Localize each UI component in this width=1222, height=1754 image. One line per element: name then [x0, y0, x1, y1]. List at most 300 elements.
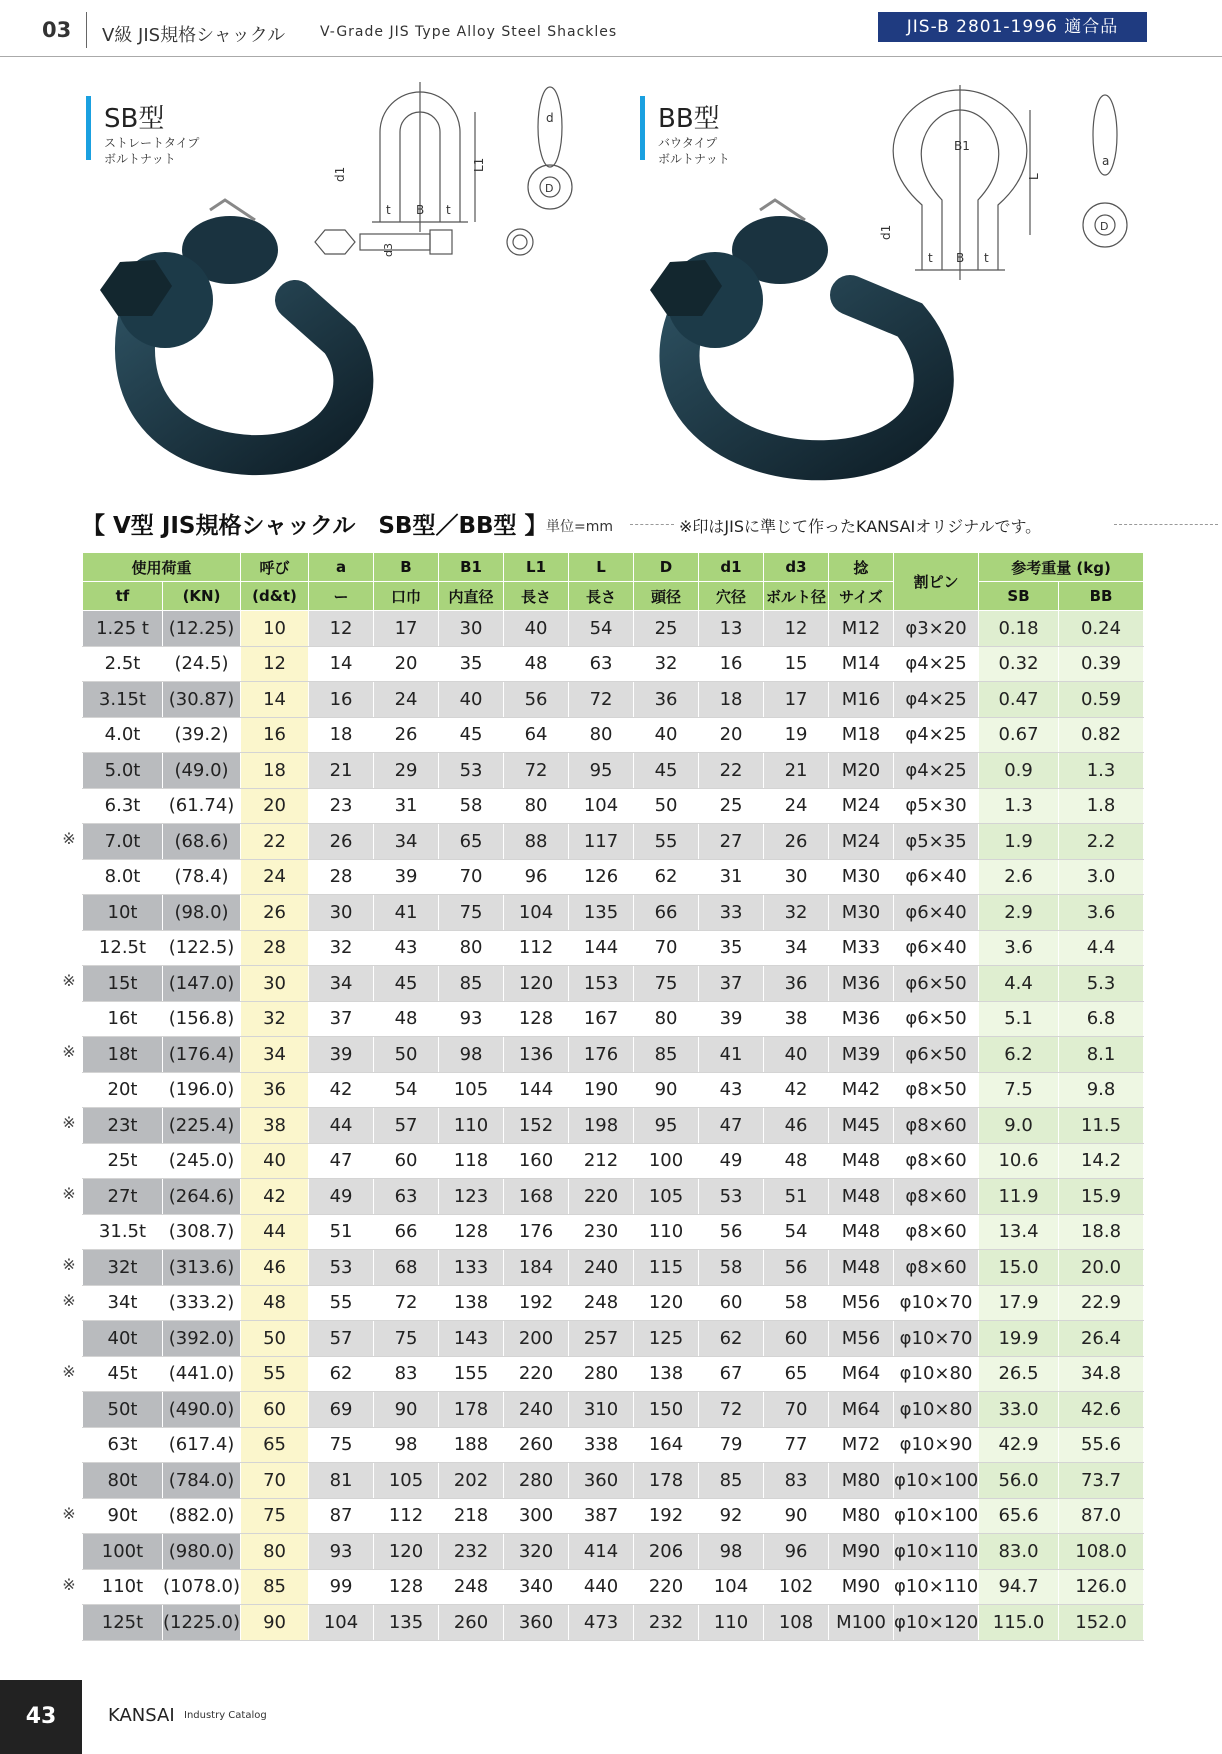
cell-l1: 260	[504, 1427, 569, 1463]
header-L1: L1	[504, 553, 569, 582]
cell-b: 39	[374, 859, 439, 895]
cell-d3: 70	[764, 1392, 829, 1428]
cell-pin: φ4×25	[894, 717, 979, 753]
table-row	[83, 1037, 1144, 1073]
product-name: BB型	[658, 104, 720, 134]
header-d3-sub: ボルト径	[764, 582, 829, 611]
section-number: 03	[42, 18, 72, 42]
header-thread: 捻	[829, 553, 894, 582]
cell-l1: 104	[504, 895, 569, 931]
cell-b: 128	[374, 1569, 439, 1605]
cell-tf: 8.0t	[83, 859, 163, 895]
cell-kn: (617.4)	[163, 1427, 241, 1463]
cell-kn: (12.25)	[163, 611, 241, 647]
cell-b: 45	[374, 966, 439, 1002]
cell-kn: (245.0)	[163, 1143, 241, 1179]
cell-d3: 21	[764, 753, 829, 789]
cell-tf: 25t	[83, 1143, 163, 1179]
cell-tf: 110t	[83, 1569, 163, 1605]
cell-d: 220	[634, 1569, 699, 1605]
brand-name: KANSAI	[108, 1705, 175, 1726]
cell-pin: φ10×70	[894, 1321, 979, 1357]
cell-pin: φ10×100	[894, 1463, 979, 1499]
header-D-sub: 頭径	[634, 582, 699, 611]
original-mark: ※	[62, 1361, 76, 1381]
cell-l1: 72	[504, 753, 569, 789]
table-row	[83, 646, 1144, 682]
cell-a: 99	[309, 1569, 374, 1605]
cell-pin: φ8×60	[894, 1250, 979, 1286]
cell-d: 25	[634, 611, 699, 647]
cell-bb: 4.4	[1059, 930, 1144, 966]
cell-kn: (98.0)	[163, 895, 241, 931]
cell-tf: 100t	[83, 1534, 163, 1570]
cell-l1: 240	[504, 1392, 569, 1428]
cell-yobi: 36	[241, 1072, 309, 1108]
cell-a: 12	[309, 611, 374, 647]
cell-bb: 22.9	[1059, 1285, 1144, 1321]
cell-l: 190	[569, 1072, 634, 1108]
cell-thread: M80	[829, 1498, 894, 1534]
cell-bb: 8.1	[1059, 1037, 1144, 1073]
table-row	[83, 1179, 1144, 1215]
cell-bb: 9.8	[1059, 1072, 1144, 1108]
cell-l: 240	[569, 1250, 634, 1286]
cell-thread: M80	[829, 1463, 894, 1499]
cell-l: 338	[569, 1427, 634, 1463]
dash-rule	[1114, 524, 1218, 525]
cell-d: 85	[634, 1037, 699, 1073]
cell-yobi: 46	[241, 1250, 309, 1286]
cell-l: 360	[569, 1463, 634, 1499]
cell-yobi: 26	[241, 895, 309, 931]
table-row	[83, 753, 1144, 789]
cell-d1: 22	[699, 753, 764, 789]
cell-tf: 5.0t	[83, 753, 163, 789]
table-row	[83, 1321, 1144, 1357]
cell-yobi: 60	[241, 1392, 309, 1428]
cell-yobi: 50	[241, 1321, 309, 1357]
cell-pin: φ6×50	[894, 966, 979, 1002]
cell-yobi: 34	[241, 1037, 309, 1073]
cell-d1: 72	[699, 1392, 764, 1428]
cell-yobi: 48	[241, 1285, 309, 1321]
cell-l: 176	[569, 1037, 634, 1073]
cell-thread: M36	[829, 966, 894, 1002]
cell-d: 45	[634, 753, 699, 789]
cell-thread: M30	[829, 895, 894, 931]
table-row	[83, 717, 1144, 753]
cell-tf: 27t	[83, 1179, 163, 1215]
header-thread-sub: サイズ	[829, 582, 894, 611]
cell-kn: (882.0)	[163, 1498, 241, 1534]
cell-tf: 50t	[83, 1392, 163, 1428]
cell-b1: 123	[439, 1179, 504, 1215]
cell-l1: 220	[504, 1356, 569, 1392]
header-d1-sub: 穴径	[699, 582, 764, 611]
original-mark: ※	[62, 1290, 76, 1310]
cell-d: 138	[634, 1356, 699, 1392]
cell-d: 80	[634, 1001, 699, 1037]
cell-b1: 80	[439, 930, 504, 966]
cell-kn: (176.4)	[163, 1037, 241, 1073]
table-row	[83, 611, 1144, 647]
bb-dimension-drawing	[880, 90, 1150, 290]
cell-sb: 5.1	[979, 1001, 1059, 1037]
cell-bb: 6.8	[1059, 1001, 1144, 1037]
cell-bb: 14.2	[1059, 1143, 1144, 1179]
cell-d3: 108	[764, 1605, 829, 1641]
cell-b: 120	[374, 1534, 439, 1570]
cell-d3: 51	[764, 1179, 829, 1215]
cell-d3: 42	[764, 1072, 829, 1108]
cell-d1: 62	[699, 1321, 764, 1357]
unit-label: 単位=mm	[546, 519, 614, 535]
product-type: ストレートタイプ	[104, 136, 200, 150]
cell-b1: 30	[439, 611, 504, 647]
cell-yobi: 24	[241, 859, 309, 895]
product-name: SB型	[104, 104, 165, 134]
cell-thread: M16	[829, 682, 894, 718]
cell-b: 41	[374, 895, 439, 931]
cell-b: 57	[374, 1108, 439, 1144]
cell-bb: 18.8	[1059, 1214, 1144, 1250]
cell-d1: 33	[699, 895, 764, 931]
header-bb: BB	[1059, 582, 1144, 611]
table-row	[83, 1001, 1144, 1037]
cell-sb: 7.5	[979, 1072, 1059, 1108]
table-row	[83, 930, 1144, 966]
original-mark: ※	[62, 1113, 76, 1132]
cell-d: 192	[634, 1498, 699, 1534]
cell-d3: 12	[764, 611, 829, 647]
cell-d: 90	[634, 1072, 699, 1108]
cell-bb: 26.4	[1059, 1321, 1144, 1357]
cell-yobi: 12	[241, 646, 309, 682]
cell-d: 95	[634, 1108, 699, 1144]
cell-sb: 13.4	[979, 1214, 1059, 1250]
header-divider	[86, 12, 87, 48]
cell-d3: 19	[764, 717, 829, 753]
cell-b1: 248	[439, 1569, 504, 1605]
cell-sb: 4.4	[979, 966, 1059, 1002]
cell-a: 53	[309, 1250, 374, 1286]
cell-a: 44	[309, 1108, 374, 1144]
table-row	[83, 682, 1144, 718]
cell-kn: (441.0)	[163, 1356, 241, 1392]
cell-sb: 6.2	[979, 1037, 1059, 1073]
header-B1: B1	[439, 553, 504, 582]
cell-l: 440	[569, 1569, 634, 1605]
cell-bb: 15.9	[1059, 1179, 1144, 1215]
cell-kn: (24.5)	[163, 646, 241, 682]
cell-yobi: 70	[241, 1463, 309, 1499]
header-B-sub: 口巾	[374, 582, 439, 611]
dim-a: a	[1102, 154, 1110, 168]
original-mark: ※	[62, 1042, 76, 1061]
cell-l1: 168	[504, 1179, 569, 1215]
cell-kn: (1078.0)	[163, 1569, 241, 1605]
cell-tf: 40t	[83, 1321, 163, 1357]
cell-l1: 136	[504, 1037, 569, 1073]
cell-l: 212	[569, 1143, 634, 1179]
cell-b1: 178	[439, 1392, 504, 1428]
cell-thread: M24	[829, 824, 894, 860]
dim-t-right: t	[446, 203, 451, 217]
cell-b: 34	[374, 824, 439, 860]
cell-b: 24	[374, 682, 439, 718]
dim-d3: d3	[382, 243, 395, 257]
dim-t-left: t	[386, 203, 391, 217]
cell-yobi: 14	[241, 682, 309, 718]
cell-yobi: 30	[241, 966, 309, 1002]
cell-a: 30	[309, 895, 374, 931]
header-L1-sub: 長さ	[504, 582, 569, 611]
cell-d: 164	[634, 1427, 699, 1463]
cell-pin: φ5×30	[894, 788, 979, 824]
cell-a: 93	[309, 1534, 374, 1570]
cell-b: 75	[374, 1321, 439, 1357]
cell-bb: 34.8	[1059, 1356, 1144, 1392]
cell-yobi: 55	[241, 1356, 309, 1392]
table-row	[83, 1072, 1144, 1108]
table-row	[83, 966, 1144, 1002]
table-row	[83, 1250, 1144, 1286]
table-row	[83, 895, 1144, 931]
cell-d1: 41	[699, 1037, 764, 1073]
cell-pin: φ6×50	[894, 1037, 979, 1073]
cell-bb: 126.0	[1059, 1569, 1144, 1605]
cell-d1: 58	[699, 1250, 764, 1286]
cell-bb: 3.6	[1059, 895, 1144, 931]
brand-subtitle: Industry Catalog	[184, 1710, 267, 1721]
cell-thread: M24	[829, 788, 894, 824]
cell-a: 87	[309, 1498, 374, 1534]
dim-d: d	[546, 111, 554, 125]
cell-d: 206	[634, 1534, 699, 1570]
dim-t-left: t	[928, 251, 933, 265]
cell-a: 28	[309, 859, 374, 895]
cell-d: 115	[634, 1250, 699, 1286]
product-type: バウタイプ	[658, 136, 718, 150]
cell-l1: 340	[504, 1569, 569, 1605]
cell-pin: φ6×40	[894, 930, 979, 966]
cell-d3: 102	[764, 1569, 829, 1605]
header-title-en: V-Grade JIS Type Alloy Steel Shackles	[320, 24, 618, 40]
cell-d: 66	[634, 895, 699, 931]
cell-l: 414	[569, 1534, 634, 1570]
cell-bb: 2.2	[1059, 824, 1144, 860]
header-rule	[0, 56, 1222, 57]
header-D: D	[634, 553, 699, 582]
cell-pin: φ6×40	[894, 895, 979, 931]
dim-D: D	[1100, 220, 1109, 233]
cell-a: 55	[309, 1285, 374, 1321]
cell-yobi: 44	[241, 1214, 309, 1250]
cell-l1: 144	[504, 1072, 569, 1108]
cell-l: 230	[569, 1214, 634, 1250]
cell-bb: 1.3	[1059, 753, 1144, 789]
cell-d1: 39	[699, 1001, 764, 1037]
cell-a: 26	[309, 824, 374, 860]
cell-tf: 20t	[83, 1072, 163, 1108]
cell-a: 62	[309, 1356, 374, 1392]
cell-pin: φ6×50	[894, 1001, 979, 1037]
header-B1-sub: 内直径	[439, 582, 504, 611]
cell-tf: 45t	[83, 1356, 163, 1392]
cell-b: 135	[374, 1605, 439, 1641]
cell-l: 104	[569, 788, 634, 824]
cell-sb: 42.9	[979, 1427, 1059, 1463]
cell-tf: 6.3t	[83, 788, 163, 824]
header-pin: 割ピン	[894, 553, 979, 611]
accent-bar	[640, 96, 645, 160]
dim-B: B	[416, 203, 425, 217]
cell-b1: 260	[439, 1605, 504, 1641]
cell-d1: 53	[699, 1179, 764, 1215]
header-d1: d1	[699, 553, 764, 582]
cell-kn: (196.0)	[163, 1072, 241, 1108]
cell-b: 26	[374, 717, 439, 753]
cell-l: 220	[569, 1179, 634, 1215]
cell-d3: 65	[764, 1356, 829, 1392]
header-kn: (KN)	[163, 582, 241, 611]
table-row	[83, 1143, 1144, 1179]
cell-thread: M48	[829, 1179, 894, 1215]
cell-a: 32	[309, 930, 374, 966]
spec-table	[82, 552, 1144, 1641]
table-row	[83, 788, 1144, 824]
dash-rule	[630, 524, 674, 525]
header-a-sub: ー	[309, 582, 374, 611]
cell-bb: 11.5	[1059, 1108, 1144, 1144]
cell-d1: 16	[699, 646, 764, 682]
cell-b: 72	[374, 1285, 439, 1321]
cell-b: 43	[374, 930, 439, 966]
cell-sb: 56.0	[979, 1463, 1059, 1499]
table-row	[83, 1392, 1144, 1428]
cell-l: 257	[569, 1321, 634, 1357]
cell-d1: 60	[699, 1285, 764, 1321]
cell-d: 55	[634, 824, 699, 860]
cell-d1: 35	[699, 930, 764, 966]
cell-yobi: 80	[241, 1534, 309, 1570]
cell-bb: 73.7	[1059, 1463, 1144, 1499]
cell-pin: φ10×90	[894, 1427, 979, 1463]
original-mark: ※	[62, 1184, 76, 1203]
cell-tf: 23t	[83, 1108, 163, 1144]
cell-d1: 110	[699, 1605, 764, 1641]
cell-l1: 56	[504, 682, 569, 718]
cell-thread: M72	[829, 1427, 894, 1463]
cell-b1: 65	[439, 824, 504, 860]
accent-bar	[86, 96, 91, 160]
cell-yobi: 28	[241, 930, 309, 966]
cell-b: 54	[374, 1072, 439, 1108]
cell-b: 83	[374, 1356, 439, 1392]
cell-a: 34	[309, 966, 374, 1002]
cell-b1: 40	[439, 682, 504, 718]
table-row	[83, 1498, 1144, 1534]
cell-yobi: 22	[241, 824, 309, 860]
cell-thread: M42	[829, 1072, 894, 1108]
cell-kn: (1225.0)	[163, 1605, 241, 1641]
cell-pin: φ10×110	[894, 1569, 979, 1605]
cell-sb: 1.9	[979, 824, 1059, 860]
cell-yobi: 42	[241, 1179, 309, 1215]
cell-d1: 31	[699, 859, 764, 895]
cell-pin: φ8×60	[894, 1143, 979, 1179]
cell-sb: 0.32	[979, 646, 1059, 682]
cell-d: 105	[634, 1179, 699, 1215]
header-sb: SB	[979, 582, 1059, 611]
cell-b1: 188	[439, 1427, 504, 1463]
cell-bb: 0.39	[1059, 646, 1144, 682]
cell-d1: 43	[699, 1072, 764, 1108]
cell-a: 51	[309, 1214, 374, 1250]
cell-tf: 4.0t	[83, 717, 163, 753]
dim-d1: d1	[879, 224, 893, 240]
cell-d3: 32	[764, 895, 829, 931]
cell-b1: 105	[439, 1072, 504, 1108]
cell-d3: 77	[764, 1427, 829, 1463]
cell-d1: 92	[699, 1498, 764, 1534]
header-title-jp: V級 JIS規格シャックル	[102, 25, 286, 46]
cell-l1: 200	[504, 1321, 569, 1357]
cell-l: 144	[569, 930, 634, 966]
cell-kn: (490.0)	[163, 1392, 241, 1428]
cell-b: 105	[374, 1463, 439, 1499]
cell-thread: M20	[829, 753, 894, 789]
cell-kn: (333.2)	[163, 1285, 241, 1321]
cell-yobi: 65	[241, 1427, 309, 1463]
page-header	[0, 0, 1222, 58]
cell-d1: 25	[699, 788, 764, 824]
cell-b: 60	[374, 1143, 439, 1179]
cell-thread: M64	[829, 1392, 894, 1428]
cell-d1: 104	[699, 1569, 764, 1605]
cell-thread: M100	[829, 1605, 894, 1641]
cell-tf: 2.5t	[83, 646, 163, 682]
cell-pin: φ8×60	[894, 1214, 979, 1250]
cell-sb: 10.6	[979, 1143, 1059, 1179]
cell-l1: 96	[504, 859, 569, 895]
cell-sb: 3.6	[979, 930, 1059, 966]
cell-d: 100	[634, 1143, 699, 1179]
cell-tf: 15t	[83, 966, 163, 1002]
cell-pin: φ10×100	[894, 1498, 979, 1534]
cell-a: 18	[309, 717, 374, 753]
cell-d3: 38	[764, 1001, 829, 1037]
cell-kn: (61.74)	[163, 788, 241, 824]
original-note: ※印はJISに準じて作ったKANSAIオリジナルです。	[679, 517, 1042, 536]
cell-a: 14	[309, 646, 374, 682]
cell-l: 54	[569, 611, 634, 647]
cell-b1: 128	[439, 1214, 504, 1250]
cell-d3: 90	[764, 1498, 829, 1534]
cell-l: 63	[569, 646, 634, 682]
original-mark: ※	[62, 1574, 76, 1594]
cell-b: 63	[374, 1179, 439, 1215]
original-mark: ※	[62, 1503, 76, 1523]
cell-d1: 37	[699, 966, 764, 1002]
cell-kn: (147.0)	[163, 966, 241, 1002]
cell-l1: 176	[504, 1214, 569, 1250]
cell-d: 62	[634, 859, 699, 895]
cell-b1: 75	[439, 895, 504, 931]
cell-l: 167	[569, 1001, 634, 1037]
cell-d1: 56	[699, 1214, 764, 1250]
